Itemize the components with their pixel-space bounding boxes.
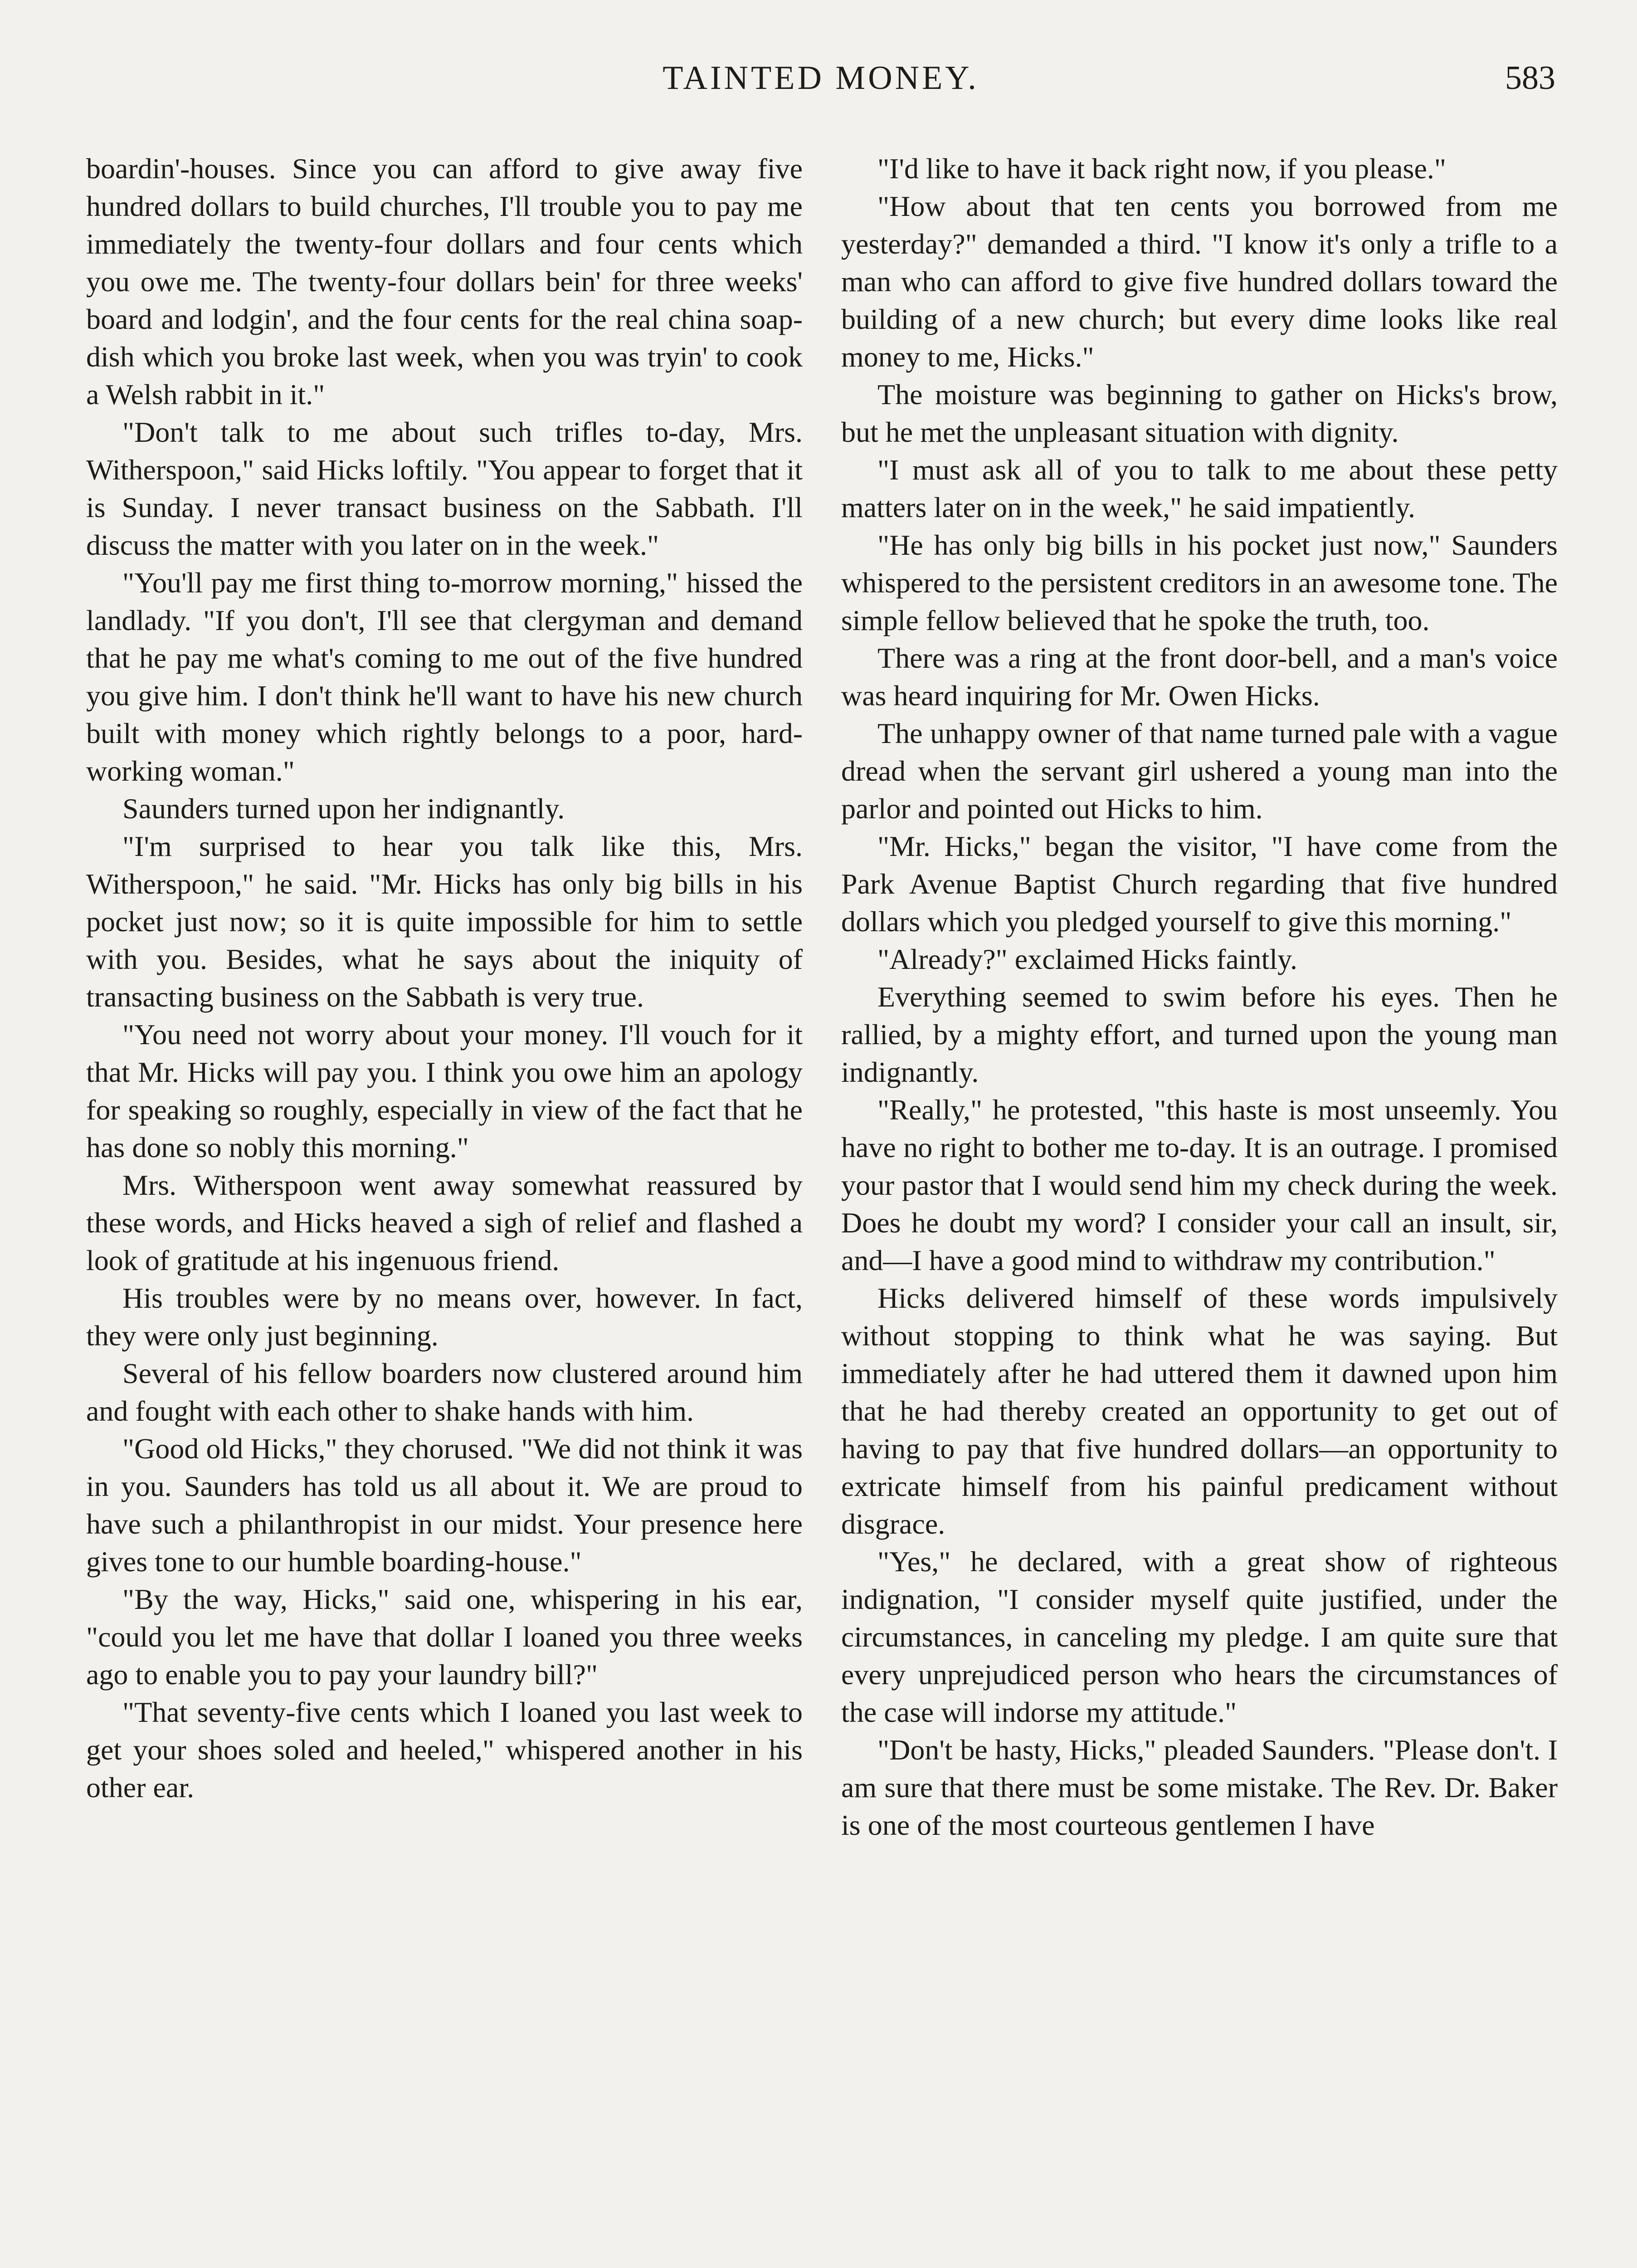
paragraph: His troubles were by no means over, however. In fact, they were only just beginning. — [86, 1282, 803, 1352]
left-column — [86, 150, 803, 1806]
paragraph: Everything seemed to swim before his eyes. Then he rallied, by a mighty effort, and turned upon the young man indignantly. — [841, 981, 1558, 1088]
paragraph: "I must ask all of you to talk to me about these petty matters later on in the week," he said impatiently. — [841, 454, 1558, 523]
paragraph: "Don't talk to me about such trifles to-day, Mrs. Witherspoon," said Hicks loftily. "You appear to forget that it is Sunday. I never transact business on the Sabbath. I'll discuss the matter with you later on in the week." — [86, 416, 803, 561]
paragraph: The unhappy owner of that name turned pale with a vague dread when the servant girl ushered a young man into the parlor and pointed out Hicks to him. — [841, 717, 1558, 825]
paragraph: "By the way, Hicks," said one, whispering in his ear, "could you let me have that dollar I loaned you three weeks ago to enable you to pay your laundry bill?" — [86, 1583, 803, 1691]
paragraph: "Yes," he declared, with a great show of righteous indignation, "I consider myself quite justified, under the circumstances, in canceling my pledge. I am quite sure that every unprejudiced person who hears the circumstances of the case will indorse my attitude." — [841, 1545, 1558, 1728]
running-head — [86, 59, 1555, 109]
paragraph: "That seventy-five cents which I loaned you last week to get your shoes soled and heeled," whispered another in his other ear. — [86, 1696, 803, 1804]
paragraph: "How about that ten cents you borrowed from me yesterday?" demanded a third. "I know it's only a trifle to a man who can afford to give five hundred dollars toward the building of a new church; but every dime looks like real money to me, Hicks." — [841, 190, 1558, 373]
paragraph: "I'm surprised to hear you talk like this, Mrs. Witherspoon," he said. "Mr. Hicks has only big bills in his pocket just now; so it is quite impossible for him to settle with you. Besides, what he says about the iniquity of transacting business on the Sabbath is very true. — [86, 830, 803, 1013]
paragraph: Hicks delivered himself of these words impulsively without stopping to think what he was saying. But immediately after he had uttered them it dawned upon him that he had thereby created an opportunity to get out of having to pay that five hundred dollars—an opportunity to extricate himself from his painful predicament without disgrace. — [841, 1282, 1558, 1540]
page-title: TAINTED MONEY. — [663, 59, 979, 97]
paragraph: "I'd like to have it back right now, if you please." — [877, 152, 1446, 185]
paragraph: "You need not worry about your money. I'll vouch for it that Mr. Hicks will pay you. I think you owe him an apology for speaking so roughly, especially in view of the fact that he has done so nobly this morning." — [86, 1018, 803, 1163]
paragraph: "Good old Hicks," they chorused. "We did not think it was in you. Saunders has told us all about it. We are proud to have such a philanthropist in our midst. Your presence here gives tone to our humble boarding-house." — [86, 1432, 803, 1578]
paragraph: There was a ring at the front door-bell, and a man's voice was heard inquiring for Mr. Owen Hicks. — [841, 642, 1558, 712]
paragraph: boardin'-houses. Since you can afford to give away five hundred dollars to build churches, I'll trouble you to pay me immediately the twenty-four dollars and four cents which you owe me. The twenty-four dollars bein' for three weeks' board and lodgin', and the four cents for the real china soap-dish which you broke last week, when you was tryin' to cook a Welsh rabbit in it." — [86, 152, 803, 411]
right-column — [841, 150, 1558, 1844]
paragraph: Several of his fellow boarders now clustered around him and fought with each other to shake hands with him. — [86, 1357, 803, 1427]
paragraph: "Already?" exclaimed Hicks faintly. — [877, 943, 1297, 975]
paragraph: "Really," he protested, "this haste is most unseemly. You have no right to bother me to-day. It is an outrage. I promised your pastor that I would send him my check during the week. Does he doubt my word? I consider your call an insult, sir, and—I have a good mind to withdraw my contribution." — [841, 1094, 1558, 1276]
paragraph: Saunders turned upon her indignantly. — [122, 792, 565, 825]
paragraph: "Mr. Hicks," began the visitor, "I have come from the Park Avenue Baptist Church regarding that five hundred dollars which you pledged yourself to give this morning." — [841, 830, 1558, 938]
paragraph: "You'll pay me first thing to-morrow morning," hissed the landlady. "If you don't, I'll see that clergyman and demand that he pay me what's coming to me out of the five hundred you give him. I don't think he'll want to have his new church built with money which rightly belongs to a poor, hard-working woman." — [86, 567, 803, 787]
paragraph: "Don't be hasty, Hicks," pleaded Saunders. "Please don't. I am sure that there must be some mistake. The Rev. Dr. Baker is one of the most courteous gentlemen I have — [841, 1734, 1558, 1841]
paragraph: The moisture was beginning to gather on Hicks's brow, but he met the unpleasant situation with dignity. — [841, 378, 1558, 448]
paragraph: "He has only big bills in his pocket just now," Saunders whispered to the persistent creditors in an awesome tone. The simple fellow believed that he spoke the truth, too. — [841, 529, 1558, 636]
page-number: 583 — [1505, 59, 1555, 97]
paragraph: Mrs. Witherspoon went away somewhat reassured by these words, and Hicks heaved a sigh of relief and flashed a look of gratitude at his ingenuous friend. — [86, 1169, 803, 1276]
